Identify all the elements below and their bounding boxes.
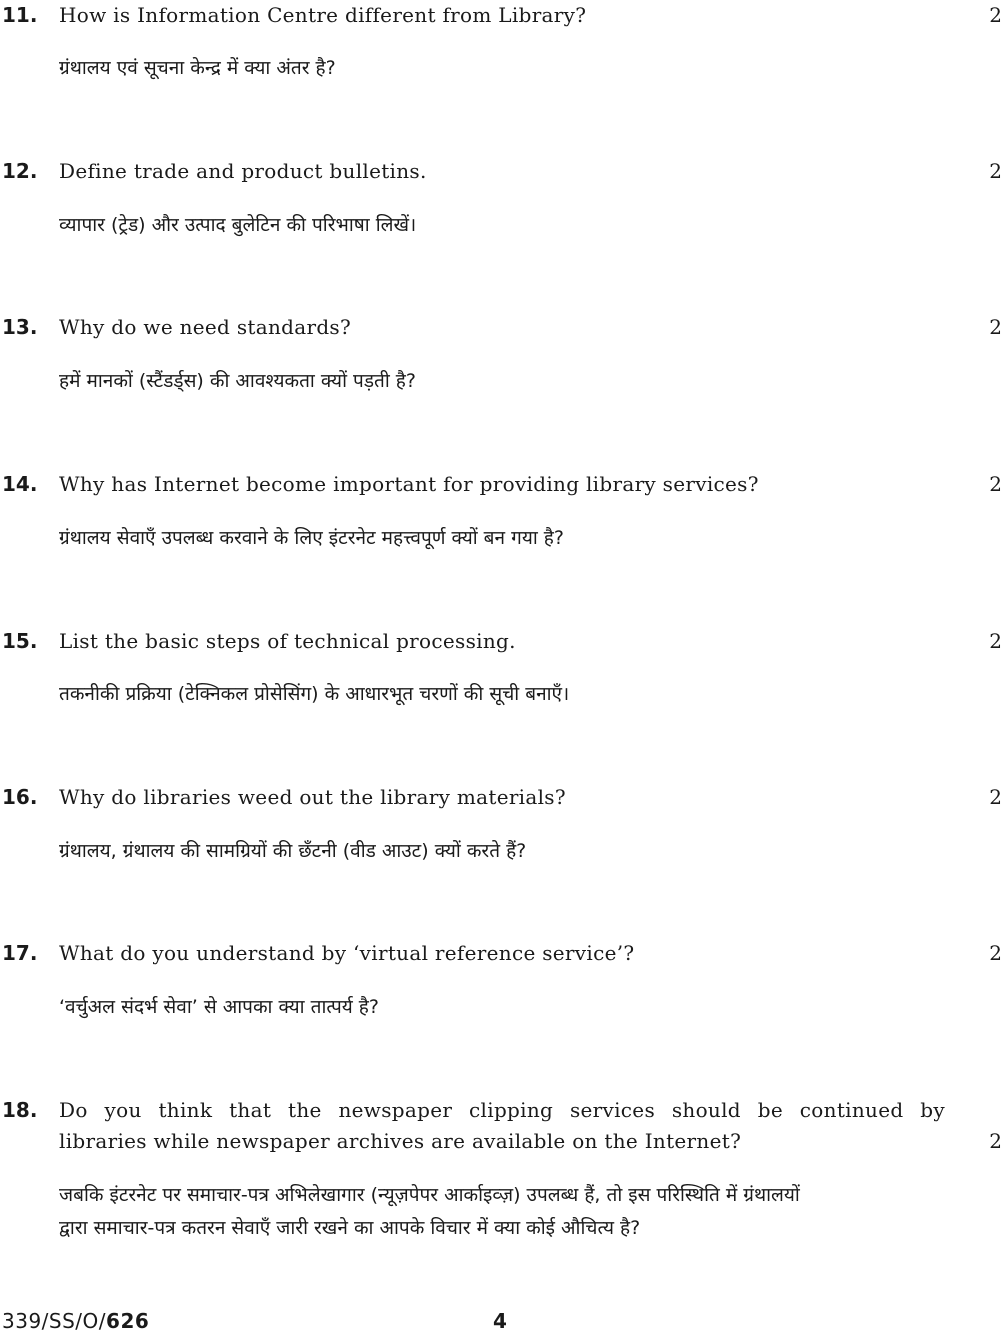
paper-code-number: 626	[106, 1309, 150, 1333]
question-marks: 2	[989, 159, 1002, 183]
question-marks: 2	[989, 785, 1002, 809]
question-number: 17.	[2, 941, 38, 965]
question-text-english: How is Information Centre different from Library?	[59, 3, 587, 27]
question-number: 18.	[2, 1098, 38, 1122]
question-text-english: Why do we need standards?	[59, 315, 352, 339]
question-marks: 2	[989, 3, 1002, 27]
question-number: 12.	[2, 159, 38, 183]
question-text-hindi-line-2: द्वारा समाचार-पत्र कतरन सेवाएँ जारी रखने का आपके विचार में क्या कोई औचित्य है?	[59, 1217, 641, 1239]
question-text-english: What do you understand by ‘virtual reference service’?	[59, 941, 635, 965]
question-text-english: Why do libraries weed out the library materials?	[59, 785, 566, 809]
question-marks: 2	[989, 315, 1002, 339]
question-number: 15.	[2, 629, 38, 653]
question-text-hindi: ग्रंथालय एवं सूचना केन्द्र में क्या अंतर है?	[59, 57, 336, 79]
page-number: 4	[493, 1309, 507, 1333]
question-text-english: Define trade and product bulletins.	[59, 159, 427, 183]
question-text-hindi: ‘वर्चुअल संदर्भ सेवा’ से आपका क्या तात्पर्य है?	[59, 996, 379, 1018]
question-text-english-line-1: Do you think that the newspaper clipping services should be continued by	[59, 1098, 945, 1122]
question-text-hindi: तकनीकी प्रक्रिया (टेक्निकल प्रोसेसिंग) के आधारभूत चरणों की सूची बनाएँ।	[59, 683, 570, 705]
question-marks: 2	[989, 472, 1002, 496]
paper-code-prefix: 339/SS/O/	[2, 1309, 107, 1333]
question-text-hindi-line-1: जबकि इंटरनेट पर समाचार-पत्र अभिलेखागार (न्यूज़पेपर आर्काइव्ज़) उपलब्ध हैं, तो इस परिस्थिति में ग्रंथालयों	[59, 1184, 800, 1206]
question-marks: 2	[989, 629, 1002, 653]
question-text-hindi: ग्रंथालय, ग्रंथालय की सामग्रियों की छँटनी (वीड आउट) क्यों करते हैं?	[59, 840, 527, 862]
question-text-english-line-2: libraries while newspaper archives are available on the Internet?	[59, 1129, 742, 1153]
paper-code	[2, 1307, 149, 1335]
question-text-hindi: हमें मानकों (स्टैंडर्ड्स) की आवश्यकता क्यों पड़ती है?	[59, 370, 416, 392]
question-number: 11.	[2, 3, 38, 27]
question-number: 16.	[2, 785, 38, 809]
question-text-hindi: ग्रंथालय सेवाएँ उपलब्ध करवाने के लिए इंटरनेट महत्त्वपूर्ण क्यों बन गया है?	[59, 527, 564, 549]
question-marks: 2	[989, 941, 1002, 965]
question-text-english: List the basic steps of technical processing.	[59, 629, 516, 653]
question-text-hindi: व्यापार (ट्रेड) और उत्पाद बुलेटिन की परिभाषा लिखें।	[59, 214, 417, 236]
question-text-english: Why has Internet become important for providing library services?	[59, 472, 759, 496]
question-marks: 2	[989, 1129, 1002, 1153]
question-number: 13.	[2, 315, 38, 339]
question-number: 14.	[2, 472, 38, 496]
